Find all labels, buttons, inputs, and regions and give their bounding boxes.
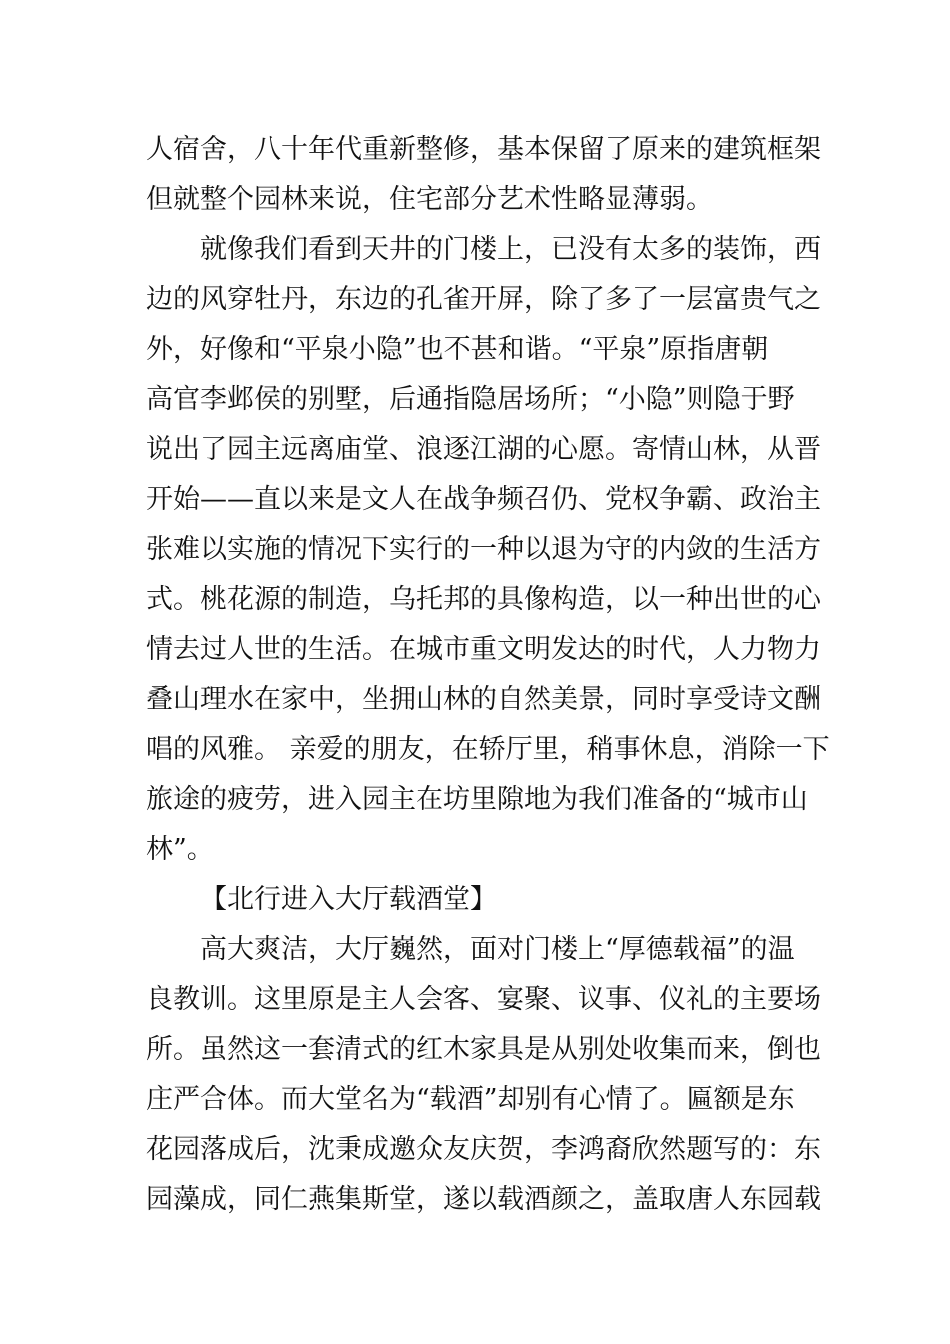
text-line: 所。虽然这一套清式的红木家具是从别处收集而来，倒也 bbox=[146, 1034, 821, 1065]
paragraph-tianjing bbox=[146, 225, 830, 875]
paragraph-zaijiutang bbox=[146, 925, 826, 1225]
text-line: 边的风穿牡丹，东边的孔雀开屏，除了多了一层富贵气之 bbox=[146, 284, 821, 315]
text-line: 花园落成后，沈秉成邀众友庆贺，李鸿裔欣然题写的：东 bbox=[146, 1134, 821, 1165]
text-line: 【北行进入大厅载酒堂】 bbox=[200, 884, 497, 915]
text-line: 开始——直以来是文人在战争频召仍、党权争霸、政治主 bbox=[146, 484, 821, 515]
text-line: 良教训。这里原是主人会客、宴聚、议事、仪礼的主要场 bbox=[146, 984, 821, 1015]
text-line: 高大爽洁，大厅巍然，面对门楼上“厚德载福”的温 bbox=[200, 934, 795, 965]
text-line: 唱的风雅。 亲爱的朋友，在轿厅里，稍事休息，消除一下 bbox=[146, 734, 830, 765]
text-line: 园藻成，同仁燕集斯堂，遂以载酒颜之，盖取唐人东园载 bbox=[146, 1184, 821, 1215]
text-line: 叠山理水在家中，坐拥山林的自然美景，同时享受诗文酬 bbox=[146, 684, 821, 715]
text-line: 人宿舍，八十年代重新整修，基本保留了原来的建筑框架 bbox=[146, 134, 821, 165]
paragraph-heading bbox=[146, 875, 826, 925]
paragraph-intro bbox=[146, 125, 826, 225]
text-line: 说出了园主远离庙堂、浪逐江湖的心愿。寄情山林，从晋 bbox=[146, 434, 821, 465]
text-line: 但就整个园林来说，住宅部分艺术性略显薄弱。 bbox=[146, 184, 713, 215]
text-line: 旅途的疲劳，进入园主在坊里隙地为我们准备的“城市山 bbox=[146, 784, 808, 815]
text-line: 林”。 bbox=[146, 834, 214, 865]
text-line: 外，好像和“平泉小隐”也不甚和谐。“平泉”原指唐朝 bbox=[146, 334, 769, 365]
document-body bbox=[146, 125, 830, 1225]
text-line: 式。桃花源的制造，乌托邦的具像构造，以一种出世的心 bbox=[146, 584, 821, 615]
text-line: 庄严合体。而大堂名为“载酒”却别有心情了。匾额是东 bbox=[146, 1084, 795, 1115]
text-line: 高官李邺侯的别墅，后通指隐居场所；“小隐”则隐于野 bbox=[146, 384, 795, 415]
text-line: 就像我们看到天井的门楼上，已没有太多的装饰，西 bbox=[200, 234, 821, 265]
text-line: 情去过人世的生活。在城市重文明发达的时代，人力物力 bbox=[146, 634, 821, 665]
text-line: 张难以实施的情况下实行的一种以退为守的内敛的生活方 bbox=[146, 534, 821, 565]
